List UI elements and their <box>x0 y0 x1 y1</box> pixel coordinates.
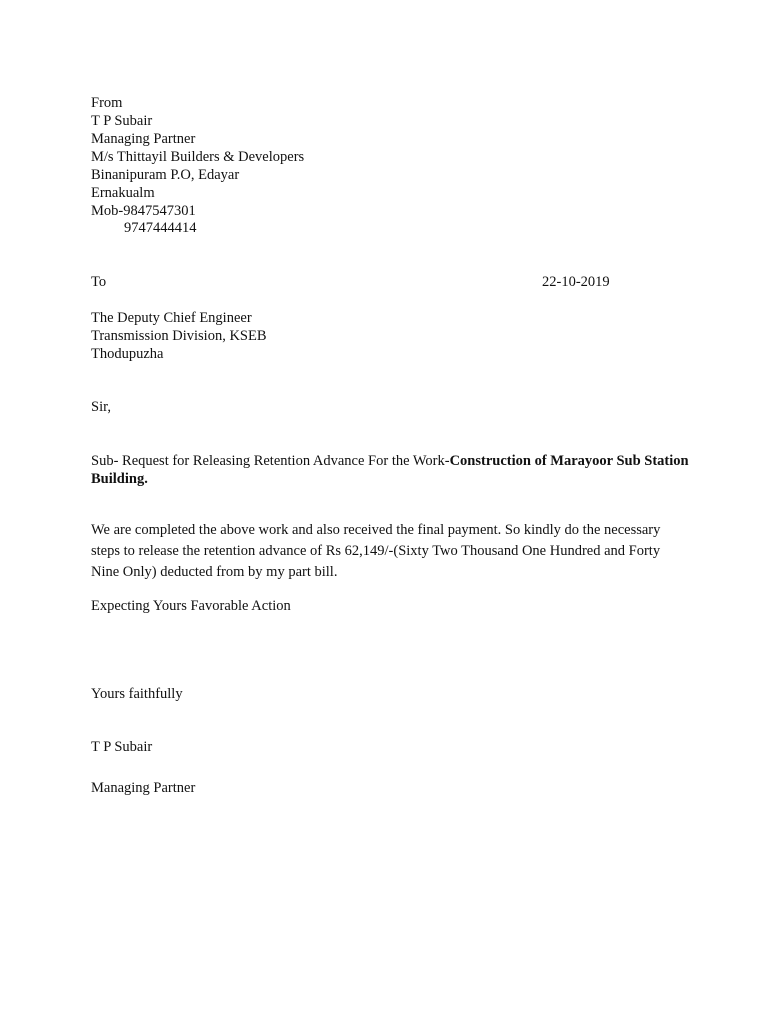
recipient-division: Transmission Division, KSEB <box>91 328 267 344</box>
body-paragraph-1: We are completed the above work and also received the final payment. So kindly do the necessary steps to release the retention advance of Rs 62,149/-(Sixty Two Thousand One Hundred and Forty Nine Only) deducted from by my part bill. <box>91 522 661 580</box>
signatory-designation: Managing Partner <box>91 780 196 796</box>
sender-designation: Managing Partner <box>91 131 196 147</box>
subject-work-title: Construction of Marayoor Sub Station Building. <box>91 453 689 487</box>
recipient-title: The Deputy Chief Engineer <box>91 310 252 326</box>
signatory-name: T P Subair <box>91 739 153 755</box>
sender-mobile-1: Mob-9847547301 <box>91 203 196 219</box>
valediction: Yours faithfully <box>91 686 183 702</box>
subject-line <box>91 452 691 488</box>
body-paragraph-2: Expecting Yours Favorable Action <box>91 598 291 614</box>
sender-name: T P Subair <box>91 113 153 129</box>
to-label: To <box>91 274 107 290</box>
letter-date: 22-10-2019 <box>542 274 610 290</box>
subject-prefix: Sub- Request for Releasing Retention Advance For the Work- <box>91 453 450 469</box>
sender-mobile-2: 9747444414 <box>124 220 197 236</box>
from-label: From <box>91 95 123 111</box>
sender-address-line2: Ernakualm <box>91 185 155 201</box>
recipient-place: Thodupuzha <box>91 346 164 362</box>
sender-address-line1: Binanipuram P.O, Edayar <box>91 167 240 183</box>
sender-company: M/s Thittayil Builders & Developers <box>91 149 305 165</box>
salutation: Sir, <box>91 399 111 415</box>
